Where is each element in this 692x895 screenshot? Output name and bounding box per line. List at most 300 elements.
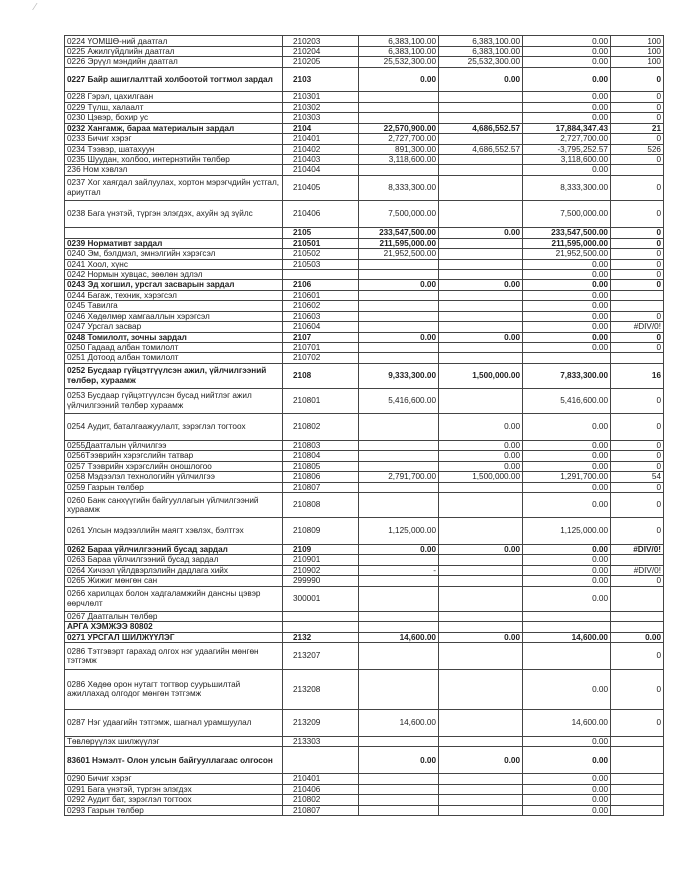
table-row xyxy=(65,611,664,621)
planned-amount-cell xyxy=(359,555,439,565)
percent-cell: 100 xyxy=(611,57,664,67)
account-code-cell: 2107 xyxy=(283,332,359,342)
table-row xyxy=(65,144,664,154)
actual-amount-cell: 0.00 xyxy=(439,280,523,290)
account-code-cell: 300001 xyxy=(283,586,359,611)
actual-amount-cell xyxy=(439,175,523,200)
actual-amount-cell xyxy=(439,784,523,794)
difference-cell: 3,118,600.00 xyxy=(523,154,611,164)
account-name-cell: 0271 УРСГАЛ ШИЛЖҮҮЛЭГ xyxy=(65,632,283,642)
percent-cell: 0 xyxy=(611,259,664,269)
planned-amount-cell: 6,383,100.00 xyxy=(359,36,439,47)
account-code-cell xyxy=(283,611,359,621)
table-row xyxy=(65,36,664,47)
planned-amount-cell xyxy=(359,774,439,784)
actual-amount-cell xyxy=(439,622,523,632)
account-name-cell: 0226 Эрүүл мэндийн даатгал xyxy=(65,57,283,67)
difference-cell: 17,884,347.43 xyxy=(523,123,611,133)
difference-cell: 0.00 xyxy=(523,555,611,565)
account-name-cell: 0240 Эм, бэлдмэл, эмнэлгийн хэрэгсэл xyxy=(65,249,283,259)
account-code-cell: 210405 xyxy=(283,175,359,200)
account-code-cell: 2106 xyxy=(283,280,359,290)
account-name-cell: 0290 Бичиг хэрэг xyxy=(65,774,283,784)
account-name-cell: 0262 Бараа үйлчилгээний бусад зардал xyxy=(65,544,283,554)
actual-amount-cell xyxy=(439,736,523,746)
difference-cell: 0.00 xyxy=(523,165,611,175)
table-row xyxy=(65,482,664,492)
percent-cell: 0 xyxy=(611,227,664,238)
table-row xyxy=(65,227,664,238)
table-row xyxy=(65,134,664,144)
table-row xyxy=(65,576,664,586)
table-row xyxy=(65,669,664,709)
planned-amount-cell xyxy=(359,611,439,621)
account-code-cell: 2132 xyxy=(283,632,359,642)
account-name-cell: 0232 Хангамж, бараа материалын зардал xyxy=(65,123,283,133)
actual-amount-cell xyxy=(439,102,523,112)
account-name-cell: 0260 Банк санхүүгийн байгууллагын үйлчилгээний хураамж xyxy=(65,492,283,517)
table-row xyxy=(65,472,664,482)
difference-cell: 233,547,500.00 xyxy=(523,227,611,238)
percent-cell: 0 xyxy=(611,492,664,517)
table-row xyxy=(65,622,664,632)
actual-amount-cell xyxy=(439,353,523,363)
account-name-cell: 0247 Урсгал засвар xyxy=(65,322,283,332)
percent-cell: 0 xyxy=(611,91,664,102)
planned-amount-cell xyxy=(359,451,439,461)
actual-amount-cell: 4,686,552.57 xyxy=(439,144,523,154)
table-row xyxy=(65,343,664,353)
planned-amount-cell: 0.00 xyxy=(359,332,439,342)
account-name-cell: 0239 Нормативт зардал xyxy=(65,238,283,248)
difference-cell: 0.00 xyxy=(523,544,611,554)
account-code-cell: 210501 xyxy=(283,238,359,248)
account-code-cell xyxy=(283,747,359,774)
account-name-cell: 0241 Хоол, хүнс xyxy=(65,259,283,269)
planned-amount-cell: 891,300.00 xyxy=(359,144,439,154)
difference-cell: -3,795,252.57 xyxy=(523,144,611,154)
percent-cell xyxy=(611,805,664,815)
actual-amount-cell xyxy=(439,492,523,517)
account-name-cell: 0292 Аудит бат, зэрэглэл тогтоох xyxy=(65,795,283,805)
account-code-cell: 210802 xyxy=(283,795,359,805)
difference-cell: 5,416,600.00 xyxy=(523,388,611,413)
account-name-cell: 0256Тээврийн хэрэгслийн татвар xyxy=(65,451,283,461)
difference-cell: 0.00 xyxy=(523,482,611,492)
expense-table xyxy=(64,35,664,816)
percent-cell: 0 xyxy=(611,332,664,342)
planned-amount-cell xyxy=(359,301,439,311)
difference-cell: 0.00 xyxy=(523,565,611,575)
table-row xyxy=(65,280,664,290)
actual-amount-cell xyxy=(439,611,523,621)
difference-cell: 0.00 xyxy=(523,280,611,290)
difference-cell: 0.00 xyxy=(523,102,611,112)
account-code-cell: 210403 xyxy=(283,154,359,164)
planned-amount-cell xyxy=(359,642,439,669)
account-name-cell: 0258 Мэдээлэл технологийн үйлчилгээ xyxy=(65,472,283,482)
difference-cell: 0.00 xyxy=(523,774,611,784)
percent-cell: 0 xyxy=(611,669,664,709)
table-row xyxy=(65,113,664,123)
table-row xyxy=(65,311,664,321)
difference-cell: 7,500,000.00 xyxy=(523,200,611,227)
actual-amount-cell xyxy=(439,555,523,565)
planned-amount-cell xyxy=(359,586,439,611)
account-name-cell: 0265 Жижиг мөнгөн сан xyxy=(65,576,283,586)
account-name-cell: 0287 Нэг удаагийн тэтгэмж, шагнал урамшуулал xyxy=(65,709,283,736)
planned-amount-cell: 211,595,000.00 xyxy=(359,238,439,248)
planned-amount-cell xyxy=(359,165,439,175)
table-row xyxy=(65,413,664,440)
account-code-cell: 210404 xyxy=(283,165,359,175)
account-code-cell: 210808 xyxy=(283,492,359,517)
account-name-cell: 0227 Байр ашиглалттай холбоотой тогтмол зардал xyxy=(65,67,283,91)
account-name-cell: 0252 Бусдаар гүйцэтгүүлсэн ажил, үйлчилгээний төлбөр, хураамж xyxy=(65,363,283,388)
difference-cell: 8,333,300.00 xyxy=(523,175,611,200)
account-code-cell: 213207 xyxy=(283,642,359,669)
planned-amount-cell xyxy=(359,784,439,794)
table-row xyxy=(65,565,664,575)
actual-amount-cell: 0.00 xyxy=(439,67,523,91)
percent-cell: 0 xyxy=(611,413,664,440)
planned-amount-cell: 2,727,700.00 xyxy=(359,134,439,144)
table-row xyxy=(65,795,664,805)
planned-amount-cell: 0.00 xyxy=(359,544,439,554)
actual-amount-cell xyxy=(439,259,523,269)
table-row xyxy=(65,67,664,91)
planned-amount-cell: - xyxy=(359,565,439,575)
table-row xyxy=(65,238,664,248)
account-code-cell: 210406 xyxy=(283,200,359,227)
percent-cell: 0 xyxy=(611,113,664,123)
percent-cell xyxy=(611,747,664,774)
account-name-cell: 0229 Түлш, халаалт xyxy=(65,102,283,112)
actual-amount-cell xyxy=(439,482,523,492)
difference-cell: 0.00 xyxy=(523,343,611,353)
difference-cell: 0.00 xyxy=(523,259,611,269)
planned-amount-cell xyxy=(359,413,439,440)
planned-amount-cell xyxy=(359,492,439,517)
planned-amount-cell: 233,547,500.00 xyxy=(359,227,439,238)
table-row xyxy=(65,784,664,794)
percent-cell: 0 xyxy=(611,200,664,227)
account-code-cell: 210807 xyxy=(283,805,359,815)
actual-amount-cell xyxy=(439,669,523,709)
planned-amount-cell: 14,600.00 xyxy=(359,709,439,736)
actual-amount-cell xyxy=(439,642,523,669)
actual-amount-cell xyxy=(439,517,523,544)
planned-amount-cell xyxy=(359,270,439,280)
table-row xyxy=(65,200,664,227)
percent-cell: 0 xyxy=(611,517,664,544)
percent-cell: 0 xyxy=(611,461,664,471)
actual-amount-cell: 1,500,000.00 xyxy=(439,363,523,388)
table-row xyxy=(65,544,664,554)
table-row xyxy=(65,451,664,461)
account-name-cell: 0263 Бараа үйлчилгээний бусад зардал xyxy=(65,555,283,565)
account-name-cell: 0228 Гэрэл, цахилгаан xyxy=(65,91,283,102)
table-row xyxy=(65,709,664,736)
planned-amount-cell xyxy=(359,736,439,746)
actual-amount-cell: 6,383,100.00 xyxy=(439,47,523,57)
table-row xyxy=(65,388,664,413)
account-name-cell: 0235 Шуудан, холбоо, интернэтийн төлбөр xyxy=(65,154,283,164)
difference-cell: 0.00 xyxy=(523,270,611,280)
account-code-cell: 210204 xyxy=(283,47,359,57)
percent-cell xyxy=(611,611,664,621)
percent-cell: 0 xyxy=(611,270,664,280)
actual-amount-cell xyxy=(439,795,523,805)
difference-cell: 211,595,000.00 xyxy=(523,238,611,248)
account-code-cell: 210804 xyxy=(283,451,359,461)
account-name-cell: 236 Ном хэвлэл xyxy=(65,165,283,175)
account-code-cell: 210301 xyxy=(283,91,359,102)
account-name-cell: 0267 Даатгалын төлбөр xyxy=(65,611,283,621)
account-code-cell: 210401 xyxy=(283,774,359,784)
account-name-cell: 0266 харилцах болон хадгаламжийн дансны цэвэр өөрчлөлт xyxy=(65,586,283,611)
difference-cell: 0.00 xyxy=(523,451,611,461)
percent-cell: 0 xyxy=(611,482,664,492)
account-code-cell: 210802 xyxy=(283,413,359,440)
percent-cell xyxy=(611,586,664,611)
account-name-cell: 0234 Тээвэр, шатахуун xyxy=(65,144,283,154)
actual-amount-cell: 0.00 xyxy=(439,544,523,554)
account-code-cell: 2104 xyxy=(283,123,359,133)
actual-amount-cell xyxy=(439,322,523,332)
account-name-cell: 0243 Эд хогшил, урсгал засварын зардал xyxy=(65,280,283,290)
table-row xyxy=(65,270,664,280)
percent-cell: 0 xyxy=(611,388,664,413)
percent-cell: 0 xyxy=(611,280,664,290)
difference-cell: 0.00 xyxy=(523,36,611,47)
table-row xyxy=(65,102,664,112)
actual-amount-cell xyxy=(439,343,523,353)
percent-cell: 0 xyxy=(611,154,664,164)
table-row xyxy=(65,332,664,342)
account-code-cell: 210302 xyxy=(283,102,359,112)
account-code-cell: 210601 xyxy=(283,290,359,300)
difference-cell: 1,125,000.00 xyxy=(523,517,611,544)
planned-amount-cell xyxy=(359,91,439,102)
percent-cell: 0 xyxy=(611,642,664,669)
account-code-cell: 210402 xyxy=(283,144,359,154)
table-row xyxy=(65,461,664,471)
percent-cell: 0 xyxy=(611,440,664,450)
percent-cell: 0 xyxy=(611,576,664,586)
table-row xyxy=(65,123,664,133)
account-name-cell: 0293 Газрын төлбөр xyxy=(65,805,283,815)
actual-amount-cell: 0.00 xyxy=(439,227,523,238)
account-code-cell: 213209 xyxy=(283,709,359,736)
planned-amount-cell xyxy=(359,461,439,471)
planned-amount-cell xyxy=(359,805,439,815)
difference-cell: 0.00 xyxy=(523,669,611,709)
difference-cell: 0.00 xyxy=(523,57,611,67)
scan-corner-mark: ⁄ xyxy=(34,2,36,13)
account-name-cell: 0250 Гадаад албан томилолт xyxy=(65,343,283,353)
planned-amount-cell: 22,570,900.00 xyxy=(359,123,439,133)
difference-cell: 0.00 xyxy=(523,586,611,611)
account-name-cell: 0259 Газрын төлбөр xyxy=(65,482,283,492)
account-code-cell: 213208 xyxy=(283,669,359,709)
table-row xyxy=(65,440,664,450)
account-code-cell: 210303 xyxy=(283,113,359,123)
difference-cell: 0.00 xyxy=(523,461,611,471)
actual-amount-cell: 25,532,300.00 xyxy=(439,57,523,67)
account-name-cell: АРГА ХЭМЖЭЭ 80802 xyxy=(65,622,283,632)
percent-cell xyxy=(611,555,664,565)
planned-amount-cell: 2,791,700.00 xyxy=(359,472,439,482)
difference-cell: 0.00 xyxy=(523,413,611,440)
table-row xyxy=(65,154,664,164)
planned-amount-cell: 8,333,300.00 xyxy=(359,175,439,200)
account-code-cell: 210604 xyxy=(283,322,359,332)
account-code-cell: 210902 xyxy=(283,565,359,575)
account-name-cell: 0245 Тавилга xyxy=(65,301,283,311)
table-row xyxy=(65,555,664,565)
difference-cell: 0.00 xyxy=(523,736,611,746)
account-name-cell: 0264 Хичээл үйлдвэрлэлийн дадлага хийх xyxy=(65,565,283,575)
account-code-cell: 210809 xyxy=(283,517,359,544)
difference-cell: 0.00 xyxy=(523,576,611,586)
table-row xyxy=(65,632,664,642)
difference-cell: 0.00 xyxy=(523,311,611,321)
actual-amount-cell xyxy=(439,91,523,102)
planned-amount-cell xyxy=(359,795,439,805)
actual-amount-cell: 4,686,552.57 xyxy=(439,123,523,133)
percent-cell xyxy=(611,784,664,794)
table-row xyxy=(65,249,664,259)
percent-cell xyxy=(611,290,664,300)
account-name-cell: 0237 Хог хаягдал зайлуулах, хортон мэрэгчдийн устгал, ариутгал xyxy=(65,175,283,200)
percent-cell: 526 xyxy=(611,144,664,154)
planned-amount-cell xyxy=(359,102,439,112)
actual-amount-cell: 1,500,000.00 xyxy=(439,472,523,482)
planned-amount-cell xyxy=(359,440,439,450)
table-row xyxy=(65,165,664,175)
account-code-cell: 2108 xyxy=(283,363,359,388)
percent-cell: 0 xyxy=(611,102,664,112)
actual-amount-cell: 0.00 xyxy=(439,332,523,342)
table-row xyxy=(65,492,664,517)
planned-amount-cell: 0.00 xyxy=(359,747,439,774)
planned-amount-cell: 6,383,100.00 xyxy=(359,47,439,57)
planned-amount-cell: 3,118,600.00 xyxy=(359,154,439,164)
difference-cell: 0.00 xyxy=(523,805,611,815)
table-row xyxy=(65,774,664,784)
account-code-cell: 210603 xyxy=(283,311,359,321)
table-row xyxy=(65,805,664,815)
actual-amount-cell xyxy=(439,270,523,280)
account-name-cell: 0225 Ажилгүйдлийн даатгал xyxy=(65,47,283,57)
planned-amount-cell xyxy=(359,576,439,586)
account-code-cell xyxy=(283,622,359,632)
account-name-cell: 0246 Хөдөлмөр хамгааллын хэрэгсэл xyxy=(65,311,283,321)
account-code-cell: 210807 xyxy=(283,482,359,492)
percent-cell: 0 xyxy=(611,451,664,461)
percent-cell: 0 xyxy=(611,175,664,200)
percent-cell: 54 xyxy=(611,472,664,482)
account-code-cell: 2105 xyxy=(283,227,359,238)
account-name-cell xyxy=(65,227,283,238)
actual-amount-cell xyxy=(439,154,523,164)
account-code-cell: 210401 xyxy=(283,134,359,144)
actual-amount-cell xyxy=(439,388,523,413)
actual-amount-cell xyxy=(439,311,523,321)
percent-cell xyxy=(611,736,664,746)
planned-amount-cell xyxy=(359,311,439,321)
account-name-cell: 83601 Нэмэлт- Олон улсын байгууллагаас олгосон xyxy=(65,747,283,774)
difference-cell: 0.00 xyxy=(523,290,611,300)
planned-amount-cell: 21,952,500.00 xyxy=(359,249,439,259)
account-code-cell: 210502 xyxy=(283,249,359,259)
planned-amount-cell: 7,500,000.00 xyxy=(359,200,439,227)
difference-cell xyxy=(523,353,611,363)
account-code-cell: 210806 xyxy=(283,472,359,482)
account-code-cell: 210406 xyxy=(283,784,359,794)
table-row xyxy=(65,353,664,363)
planned-amount-cell xyxy=(359,353,439,363)
difference-cell: 0.00 xyxy=(523,113,611,123)
table-row xyxy=(65,517,664,544)
planned-amount-cell: 0.00 xyxy=(359,67,439,91)
actual-amount-cell: 0.00 xyxy=(439,747,523,774)
actual-amount-cell xyxy=(439,774,523,784)
difference-cell: 21,952,500.00 xyxy=(523,249,611,259)
difference-cell: 14,600.00 xyxy=(523,709,611,736)
difference-cell: 0.00 xyxy=(523,91,611,102)
planned-amount-cell xyxy=(359,259,439,269)
account-name-cell: 0224 ҮОМШӨ-ний даатгал xyxy=(65,36,283,47)
percent-cell: 100 xyxy=(611,47,664,57)
account-name-cell: 0291 Бага үнэтэй, түргэн элэгдэх xyxy=(65,784,283,794)
account-name-cell: Төвлөрүүлэх шилжүүлэг xyxy=(65,736,283,746)
difference-cell xyxy=(523,622,611,632)
account-name-cell: 0248 Томилолт, зочны зардал xyxy=(65,332,283,342)
percent-cell: 0 xyxy=(611,249,664,259)
table-row xyxy=(65,322,664,332)
percent-cell xyxy=(611,165,664,175)
actual-amount-cell xyxy=(439,576,523,586)
account-name-cell: 0261 Улсын мэдээллийн маягт хэвлэх, бэлтгэх xyxy=(65,517,283,544)
account-code-cell: 210801 xyxy=(283,388,359,413)
percent-cell: #DIV/0! xyxy=(611,544,664,554)
table-row xyxy=(65,259,664,269)
account-code-cell: 210701 xyxy=(283,343,359,353)
table-row xyxy=(65,290,664,300)
actual-amount-cell xyxy=(439,165,523,175)
actual-amount-cell xyxy=(439,200,523,227)
planned-amount-cell: 25,532,300.00 xyxy=(359,57,439,67)
table-row xyxy=(65,747,664,774)
account-name-cell: 0230 Цэвэр, бохир ус xyxy=(65,113,283,123)
planned-amount-cell xyxy=(359,322,439,332)
account-code-cell: 210803 xyxy=(283,440,359,450)
table-row xyxy=(65,57,664,67)
difference-cell: 0.00 xyxy=(523,440,611,450)
actual-amount-cell xyxy=(439,586,523,611)
account-name-cell: 0242 Нормын хувцас, зөөлөн эдлэл xyxy=(65,270,283,280)
actual-amount-cell: 0.00 xyxy=(439,440,523,450)
percent-cell: 100 xyxy=(611,36,664,47)
account-name-cell: 0253 Бусдаар гүйцэтгүүлсэн бусад нийтлэг ажил үйлчилгээний төлбөр хураамж xyxy=(65,388,283,413)
difference-cell: 0.00 xyxy=(523,301,611,311)
difference-cell: 0.00 xyxy=(523,784,611,794)
planned-amount-cell xyxy=(359,669,439,709)
percent-cell: 0 xyxy=(611,709,664,736)
account-name-cell: 0238 Бага үнэтэй, түргэн элэгдэх, ахуйн эд зүйлс xyxy=(65,200,283,227)
